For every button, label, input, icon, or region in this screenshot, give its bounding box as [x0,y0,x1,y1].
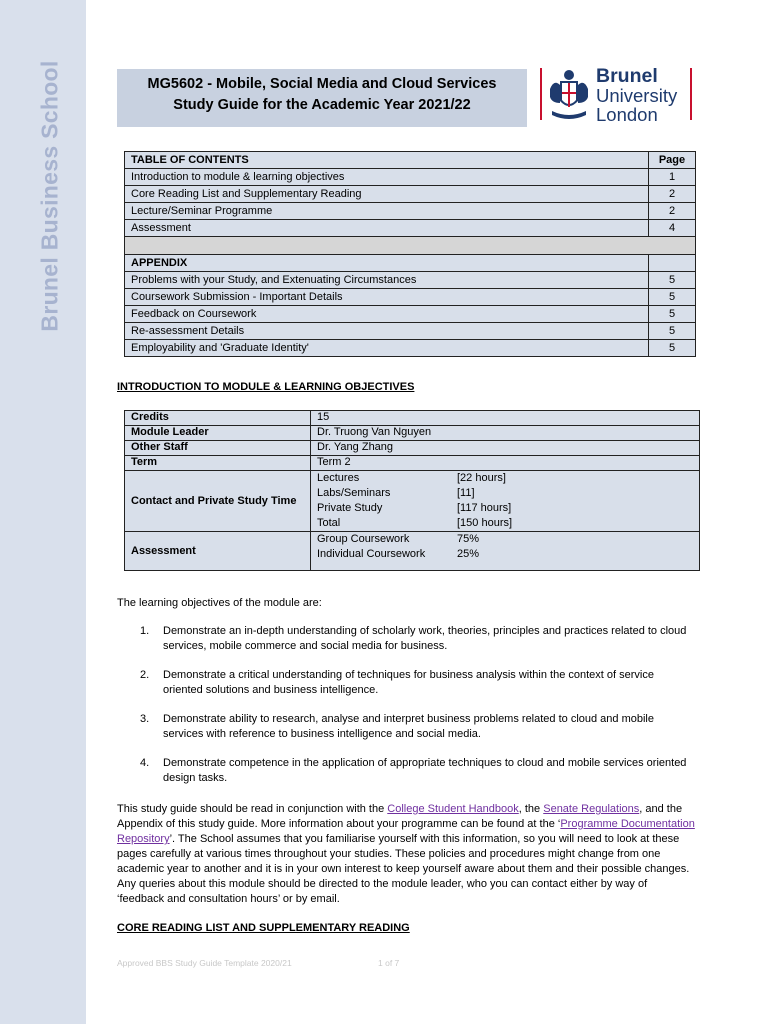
term-label: Term [125,456,311,471]
study-hours: [117 hours] [457,502,512,514]
senate-regulations-link[interactable]: Senate Regulations [543,803,640,815]
leader-value: Dr. Truong Van Nguyen [311,426,700,441]
document-title [117,69,527,127]
toc-item: Re-assessment Details [125,323,649,340]
table-row [125,532,700,571]
toc-item: Employability and 'Graduate Identity' [125,340,649,357]
assessment-item: Group Coursework [317,533,410,545]
side-band [0,0,86,1024]
leader-label: Module Leader [125,426,311,441]
brunel-logo [540,66,700,124]
list-text: Demonstrate a critical understanding of techniques for business analysis within the context of service oriented solutions and business intelligence. [163,669,654,696]
list-text: Demonstrate competence in the application of appropriate techniques to cloud and mobile services oriented design tasks. [163,757,687,784]
study-item: Lectures [317,472,360,484]
table-row [125,426,700,441]
list-number: 1. [140,625,150,637]
study-item: Labs/Seminars [317,487,391,499]
toc-appendix-header: APPENDIX [125,255,649,272]
staff-value: Dr. Yang Zhang [311,441,700,456]
module-info-table [124,410,700,571]
table-row [125,220,696,237]
title-line-2: Study Guide for the Academic Year 2021/22 [173,97,471,113]
toc-page: 5 [649,323,696,340]
study-hours: [11] [457,487,475,499]
term-value: Term 2 [311,456,700,471]
assessment-weight: 75% [457,533,480,545]
toc-page: 2 [649,203,696,220]
footer-template: Approved BBS Study Guide Template 2020/21 [117,958,292,968]
toc-item: Introduction to module & learning objectives [125,169,649,186]
table-of-contents [124,151,696,357]
study-hours: [22 hours] [457,472,506,484]
assessment-label: Assessment [125,532,311,571]
footer-page-number: 1 of 7 [378,958,400,968]
toc-header: TABLE OF CONTENTS [125,152,649,169]
list-item [140,668,696,698]
table-row [125,323,696,340]
list-item [140,624,696,654]
credits-label: Credits [125,411,311,426]
toc-page: 5 [649,272,696,289]
toc-page: 5 [649,289,696,306]
list-number: 2. [140,669,150,681]
core-reading-heading: CORE READING LIST AND SUPPLEMENTARY READING [117,922,410,934]
guide-paragraph: This study guide should be read in conjunction with the College Student Handbook, the Senate Regulations, and the Appendix of this study guide. More information about your programme can be found at the ‘Programme Documentation Repository’. The School assumes that you familiarise yourself with this information, so you will need to look at these pages carefully at various times throughout your studies. These policies and procedures might change from one academic year to another and it is in your own interest to keep yourself aware about them and their possible changes. Any queries about this module should be directed to the module leader, who you can contact either by way of ‘feedback and consultation hours’ or by email. [117,803,695,905]
table-row [125,471,700,532]
toc-page: 2 [649,186,696,203]
study-item: Total [317,517,341,529]
study-item: Private Study [317,502,383,514]
objectives-intro: The learning objectives of the module are: [117,597,322,609]
list-text: Demonstrate ability to research, analyse and interpret business problems related to cloud and mobile services with reference to business intelligence and social media. [163,713,654,740]
table-row [125,289,696,306]
crest-icon [546,67,592,123]
table-row [125,411,700,426]
table-row [125,456,700,471]
list-item [140,712,696,742]
toc-page-header: Page [649,152,696,169]
logo-wordmark [596,66,677,124]
toc-page: 5 [649,306,696,323]
programme-repository-link[interactable]: Programme Documentation Repository [117,818,695,845]
toc-item: Core Reading List and Supplementary Reading [125,186,649,203]
title-line-1: MG5602 - Mobile, Social Media and Cloud Services [147,76,497,92]
assessment-item: Individual Coursework [317,548,426,560]
logo-word-1: Brunel [596,65,658,87]
objectives-list [140,624,696,800]
toc-item: Assessment [125,220,649,237]
list-item [140,756,696,786]
toc-spacer-row [125,237,696,255]
study-hours: [150 hours] [457,517,513,529]
student-handbook-link[interactable]: College Student Handbook [387,803,519,815]
study-time-value [311,471,700,532]
table-row [125,441,700,456]
toc-page: 1 [649,169,696,186]
table-row [125,340,696,357]
table-row [125,272,696,289]
logo-rule-right [690,68,692,120]
toc-item: Lecture/Seminar Programme [125,203,649,220]
toc-page: 5 [649,340,696,357]
logo-rule-left [540,68,542,120]
table-row [125,306,696,323]
table-row [125,186,696,203]
credits-value: 15 [311,411,700,426]
table-row [125,203,696,220]
assessment-weight: 25% [457,548,480,560]
study-time-label: Contact and Private Study Time [125,471,311,532]
logo-word-2: University [596,85,678,106]
list-number: 4. [140,757,150,769]
staff-label: Other Staff [125,441,311,456]
assessment-value [311,532,700,571]
list-number: 3. [140,713,150,725]
toc-page: 4 [649,220,696,237]
toc-item: Feedback on Coursework [125,306,649,323]
toc-item: Problems with your Study, and Extenuating Circumstances [125,272,649,289]
table-row [125,169,696,186]
logo-word-3: London [596,104,658,125]
toc-item: Coursework Submission - Important Details [125,289,649,306]
side-label: Brunel Business School [36,60,63,332]
intro-heading: INTRODUCTION TO MODULE & LEARNING OBJECTIVES [117,381,415,393]
list-text: Demonstrate an in-depth understanding of scholarly work, theories, principles and practices related to cloud services, mobile commerce and social media for business. [163,625,687,652]
